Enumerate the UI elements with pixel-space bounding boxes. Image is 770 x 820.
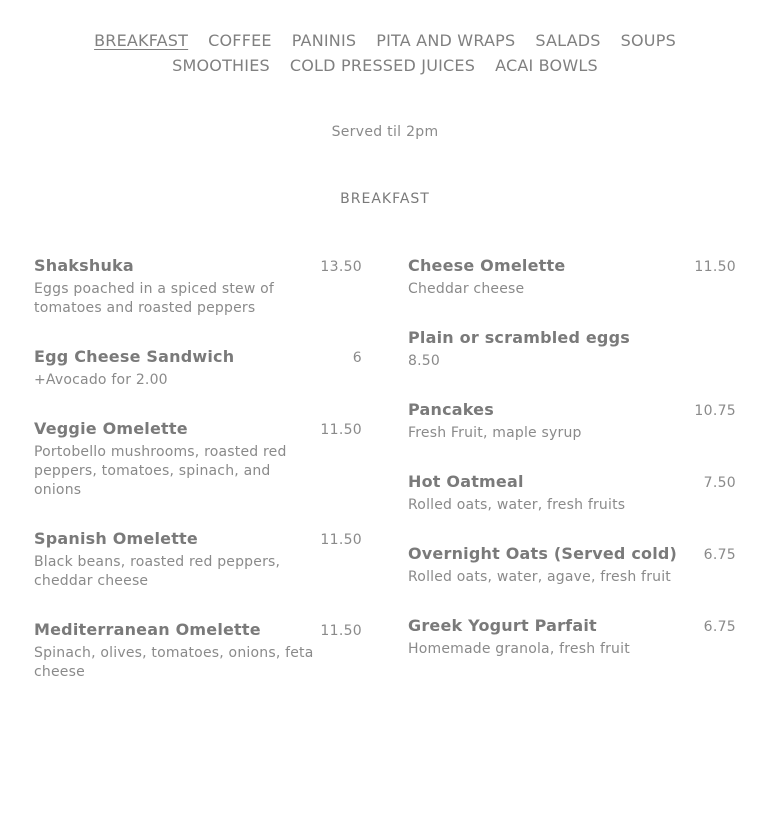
item-price: 6	[352, 350, 362, 366]
item-description: Black beans, roasted red peppers, cheddar cheese	[34, 554, 281, 589]
nav-item-acai-bowls[interactable]: ACAI BOWLS	[495, 56, 598, 75]
item-name: Spanish Omelette	[34, 529, 198, 548]
menu-category-nav	[0, 28, 770, 78]
item-price: 11.50	[320, 532, 362, 548]
item-description: Homemade granola, fresh fruit	[408, 641, 630, 657]
item-description: Eggs poached in a spiced stew of tomatoes and roasted peppers	[34, 281, 275, 316]
item-price: 6.75	[703, 619, 736, 635]
menu-item	[408, 544, 736, 587]
section-title: BREAKFAST	[340, 191, 430, 207]
menu-item	[34, 529, 362, 591]
item-description: Fresh Fruit, maple syrup	[408, 425, 582, 441]
item-name: Greek Yogurt Parfait	[408, 616, 597, 635]
menu-column-right	[408, 256, 736, 688]
item-name: Hot Oatmeal	[408, 472, 524, 491]
menu-item	[34, 347, 362, 390]
item-description: +Avocado for 2.00	[34, 372, 168, 388]
menu-item	[408, 616, 736, 659]
item-description: Rolled oats, water, agave, fresh fruit	[408, 569, 671, 585]
nav-item-soups[interactable]: SOUPS	[620, 31, 676, 50]
nav-row-2	[0, 53, 770, 78]
nav-item-paninis[interactable]: PANINIS	[291, 31, 357, 50]
menu-item	[408, 256, 736, 299]
item-name: Mediterranean Omelette	[34, 620, 261, 639]
item-description: Spinach, olives, tomatoes, onions, feta cheese	[34, 645, 314, 680]
item-price: 13.50	[320, 259, 362, 275]
nav-item-cold-pressed-juices[interactable]: COLD PRESSED JUICES	[289, 56, 476, 75]
item-name: Plain or scrambled eggs	[408, 328, 630, 347]
item-name: Pancakes	[408, 400, 494, 419]
item-name: Overnight Oats (Served cold)	[408, 544, 678, 563]
item-price: 10.75	[694, 403, 736, 419]
nav-item-breakfast[interactable]: BREAKFAST	[94, 31, 189, 50]
item-name: Veggie Omelette	[34, 419, 188, 438]
item-name: Egg Cheese Sandwich	[34, 347, 235, 366]
menu-item	[34, 620, 362, 682]
nav-item-coffee[interactable]: COFFEE	[208, 31, 272, 50]
menu-item	[34, 419, 362, 500]
menu-item	[408, 400, 736, 443]
nav-item-pita-and-wraps[interactable]: PITA AND WRAPS	[376, 31, 516, 50]
item-description: Cheddar cheese	[408, 281, 525, 297]
nav-item-smoothies[interactable]: SMOOTHIES	[172, 56, 270, 75]
nav-item-salads[interactable]: SALADS	[535, 31, 601, 50]
item-price: 7.50	[703, 475, 736, 491]
item-description: 8.50	[408, 353, 440, 369]
menu-item	[408, 328, 736, 371]
item-name: Cheese Omelette	[408, 256, 566, 275]
menu-column-left	[34, 256, 362, 711]
menu-item	[408, 472, 736, 515]
item-description: Portobello mushrooms, roasted red peppers, tomatoes, spinach, and onions	[34, 444, 287, 498]
menu-item	[34, 256, 362, 318]
nav-row-1	[0, 28, 770, 53]
item-name: Shakshuka	[34, 256, 134, 275]
item-price: 6.75	[703, 547, 736, 563]
item-description: Rolled oats, water, fresh fruits	[408, 497, 626, 513]
served-note: Served til 2pm	[331, 124, 439, 140]
item-price: 11.50	[694, 259, 736, 275]
item-price: 11.50	[320, 623, 362, 639]
item-price: 11.50	[320, 422, 362, 438]
